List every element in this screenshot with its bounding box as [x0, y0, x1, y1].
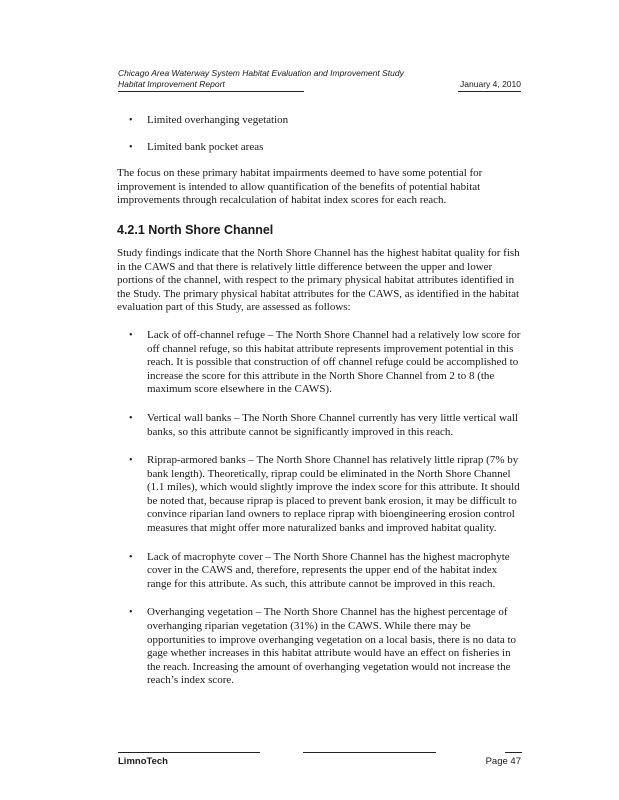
bullet-icon: •: [129, 115, 133, 126]
footer-rule-left: [118, 752, 260, 753]
intro-bullet-list: [117, 114, 522, 154]
section-paragraph: Study findings indicate that the North Shore Channel has the highest habitat quality for fish in the CAWS and that there is relatively little difference between the upper and lower portions of the channel, with respect to the primary physical habitat attributes identified in the Study. The primary physical habitat attributes for the CAWS, as identified in the habitat evaluation part of this Study, are assessed as follows:: [117, 246, 520, 314]
page-number: Page 47: [485, 756, 521, 767]
list-item-text: Lack of off-channel refuge – The North Shore Channel had a relatively low score for off channel refuge, so this habitat attribute represents improvement potential in this reach. It is possible that construction of off channel refuge could be accomplished to increase the score for this attribute in the North Shore Channel from 2 to 8 (the maximum score elsewhere in the CAWS).: [147, 328, 521, 396]
report-date: January 4, 2010: [460, 79, 521, 89]
intro-paragraph: The focus on these primary habitat impairments deemed to have some potential for improvement is intended to allow quantification of the benefits of potential habitat improvements through recalculation of habitat index scores for each reach.: [117, 167, 483, 207]
habitat-attribute-list: [117, 329, 522, 688]
bullet-icon: •: [129, 607, 133, 619]
bullet-icon: •: [129, 551, 133, 563]
list-item: [117, 114, 522, 128]
list-item: [117, 454, 522, 536]
page-content: [117, 114, 522, 703]
report-title: Chicago Area Waterway System Habitat Evaluation and Improvement Study: [118, 68, 404, 78]
list-item-text: Overhanging vegetation – The North Shore Channel has the highest percentage of overhanging riparian vegetation (31%) in the CAWS. While there may be opportunities to improve overhanging vegetation on a local basis, there is no data to gage whether increases in this habitat attribute would have an effect on fisheries in the reach. Increasing the amount of overhanging vegetation would not increase the reach’s index score.: [147, 606, 517, 687]
page-footer: [118, 756, 521, 767]
list-item-text: Riprap-armored banks – The North Shore Channel has relatively little riprap (7% by bank length). Theoretically, riprap could be eliminated in the North Shore Channel (1.1 miles), which would slightly improve the index score for this attribute. It should be noted that, because riprap is placed to prevent bank erosion, it may be difficult to convince riparian land owners to replace riprap with bioengineering erosion control measures that might offer more naturalized banks and improved habitat quality.: [147, 454, 520, 535]
footer-rule-right: [505, 752, 522, 753]
section-heading: 4.2.1 North Shore Channel: [117, 222, 274, 237]
page-header: [118, 68, 521, 90]
report-subtitle: Habitat Improvement Report: [118, 79, 225, 89]
bullet-icon: •: [129, 412, 133, 424]
list-item-text: Limited bank pocket areas: [147, 140, 264, 153]
header-rule-right: [458, 91, 521, 92]
list-item: [117, 329, 522, 397]
bullet-icon: •: [129, 329, 133, 341]
list-item-text: Lack of macrophyte cover – The North Shore Channel has the highest macrophyte cover in the CAWS and, therefore, represents the upper end of the habitat index range for this attribute. As such, this attribute cannot be improved in this reach.: [147, 550, 510, 590]
list-item: [117, 141, 522, 155]
list-item-text: Vertical wall banks – The North Shore Channel currently has very little vertical wall banks, so this attribute cannot be significantly improved in this reach.: [147, 411, 518, 438]
list-item: [117, 551, 522, 592]
list-item: [117, 412, 522, 439]
list-item-text: Limited overhanging vegetation: [147, 114, 289, 126]
company-name: LimnoTech: [118, 756, 168, 767]
bullet-icon: •: [129, 455, 133, 467]
list-item: [117, 606, 522, 688]
bullet-icon: •: [129, 141, 133, 153]
footer-rule-center: [303, 752, 436, 753]
header-rule-left: [118, 91, 304, 92]
